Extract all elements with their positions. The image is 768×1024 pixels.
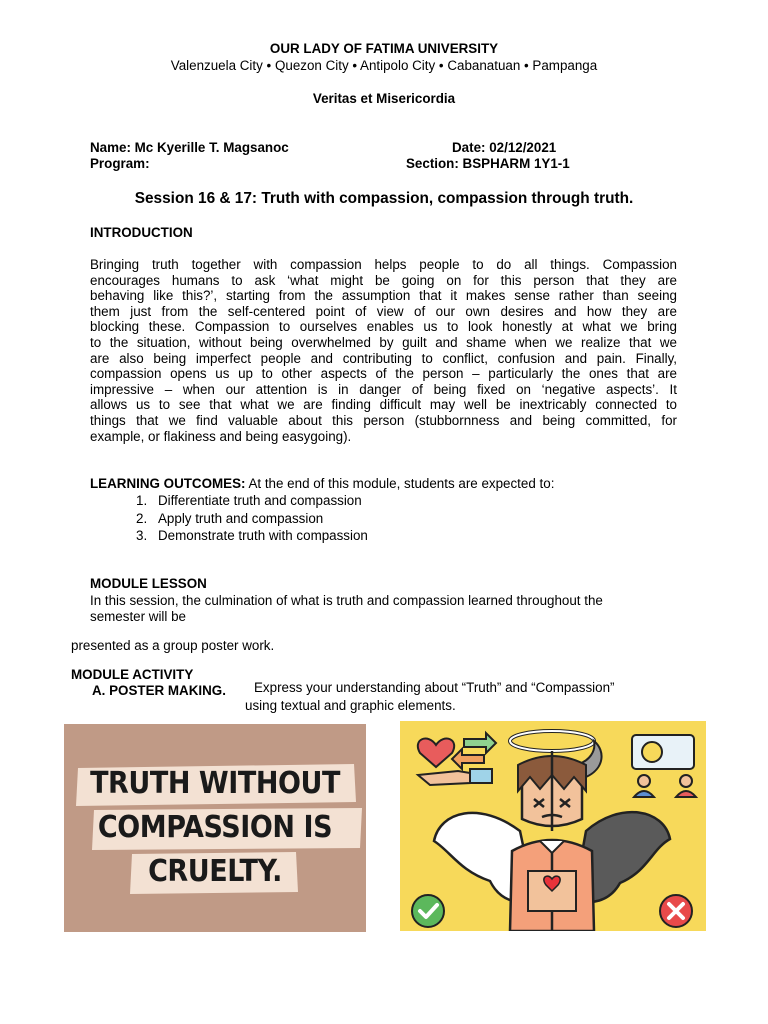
module-lesson-line: semester will be bbox=[90, 609, 186, 624]
intro-line: blocking these. Compassion to ourselves enables us to look honestly at what we bring bbox=[90, 319, 677, 335]
student-name: Name: Mc Kyerille T. Magsanoc bbox=[90, 140, 289, 155]
outcome-item bbox=[136, 528, 368, 543]
learning-outcomes-heading: LEARNING OUTCOMES: bbox=[90, 476, 246, 491]
university-name: OUR LADY OF FATIMA UNIVERSITY bbox=[269, 41, 499, 56]
outcome-number: 2. bbox=[136, 511, 148, 526]
outcome-number: 3. bbox=[136, 528, 148, 543]
angel-devil-illustration bbox=[400, 721, 706, 931]
section-label: Section: BSPHARM 1Y1-1 bbox=[406, 156, 570, 171]
learning-outcomes-lead: At the end of this module, students are expected to: bbox=[245, 476, 555, 491]
module-lesson-line: In this session, the culmination of what is truth and compassion learned throughout the bbox=[90, 593, 603, 608]
outcome-number: 1. bbox=[136, 493, 148, 508]
intro-line: things that we find valuable about this person (stubbornness and being committed, for bbox=[90, 412, 677, 428]
intro-line: them just from the self-centered point of view of our own desires and how they are bbox=[90, 303, 677, 319]
session-title: Session 16 & 17: Truth with compassion, compassion through truth. bbox=[134, 190, 634, 207]
module-lesson-heading: MODULE LESSON bbox=[90, 576, 207, 591]
outcome-item bbox=[136, 493, 362, 508]
activity-item-label: A. POSTER MAKING. bbox=[92, 683, 226, 698]
cross-icon bbox=[660, 895, 692, 927]
intro-line: impressive – when our attention is in danger of being fixed on ‘negative aspects’. It bbox=[90, 381, 677, 397]
intro-line: example, or flakiness and being easygoing). bbox=[90, 428, 352, 444]
poster-quote-line: TRUTH WITHOUT bbox=[90, 766, 340, 801]
intro-line: behaving like this?’, starting from the assumption that it makes sense rather than seeing bbox=[90, 288, 677, 304]
date-label: Date: 02/12/2021 bbox=[452, 140, 557, 155]
outcome-text: Demonstrate truth with compassion bbox=[158, 528, 368, 543]
campus-list: Valenzuela City • Quezon City • Antipolo City • Cabanatuan • Pampanga bbox=[170, 58, 598, 73]
introduction-heading: INTRODUCTION bbox=[90, 225, 193, 240]
outcome-item bbox=[136, 511, 323, 526]
poster-quote-image bbox=[64, 724, 366, 932]
outcome-text: Differentiate truth and compassion bbox=[158, 493, 362, 508]
intro-line: compassion opens us up to other aspects of the person – particularly the ones that are bbox=[90, 366, 677, 382]
learning-outcomes bbox=[90, 476, 554, 491]
activity-item-text: Express your understanding about “Truth” and “Compassion” bbox=[254, 680, 615, 695]
module-lesson-line: presented as a group poster work. bbox=[71, 638, 275, 653]
intro-line: are also being imperfect people and contributing to conflict, confusion and pain. Finally, bbox=[90, 350, 677, 366]
intro-line: Bringing truth together with compassion helps people to do all things. Compassion bbox=[90, 257, 677, 272]
poster-quote-line: COMPASSION IS bbox=[97, 810, 333, 845]
module-activity-heading: MODULE ACTIVITY bbox=[71, 667, 194, 682]
introduction-body bbox=[90, 257, 677, 444]
body bbox=[510, 839, 594, 931]
program-label: Program: bbox=[90, 156, 150, 171]
intro-line: encourages humans to ask ‘what might be going on for this person that they are bbox=[90, 272, 677, 288]
check-icon bbox=[412, 895, 444, 927]
face bbox=[518, 751, 586, 831]
motto: Veritas et Misericordia bbox=[312, 91, 456, 106]
poster-quote-line: CRUELTY. bbox=[148, 854, 282, 889]
intro-line: to the situation, without being overwhelmed by guilt and shame when we realize that we bbox=[90, 334, 677, 350]
poster-illustration-image bbox=[400, 721, 706, 931]
activity-item-text: using textual and graphic elements. bbox=[245, 698, 456, 713]
intro-line: allows us to see that what we are finding difficult may well be inextricably connected to bbox=[90, 397, 677, 413]
outcome-text: Apply truth and compassion bbox=[158, 511, 324, 526]
poster-quote-text bbox=[64, 762, 366, 894]
